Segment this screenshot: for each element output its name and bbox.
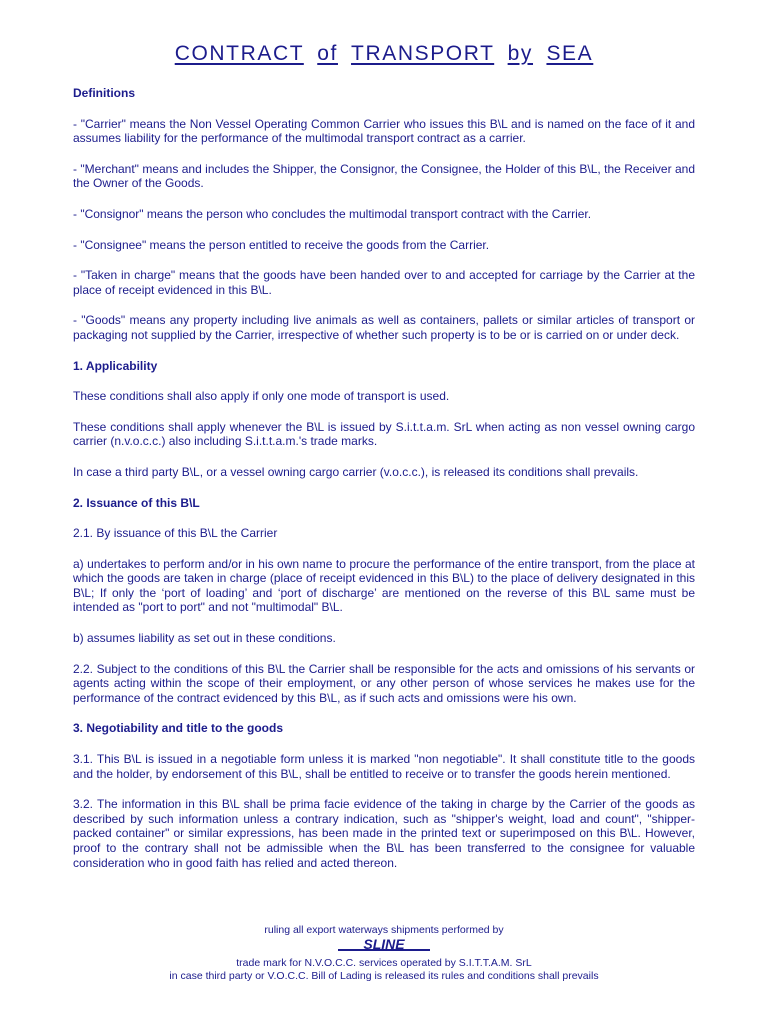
section-heading-definitions: Definitions (73, 86, 135, 100)
section-heading-issuance: 2. Issuance of this B\L (73, 495, 200, 510)
paragraph: - "Merchant" means and includes the Shipper, the Consignor, the Consignee, the Holder of this B\L, the Receiver and the Owner of the Goods. (73, 161, 695, 191)
document-body (73, 86, 695, 870)
paragraph: 3.1. This B\L is issued in a negotiable form unless it is marked "non negotiable". It shall constitute title to the goods and the holder, by endorsement of this B\L, shall be entitled to receive or to transfer the goods herein mentioned. (73, 752, 695, 781)
title-word: TRANSPORT (351, 42, 495, 65)
paragraph: - "Goods" means any property including live animals as well as containers, pallets or similar articles of transport or packaging not supplied by the Carrier, irrespective of whether such property is to be or is carried on or under deck. (73, 313, 695, 342)
paragraph: These conditions shall apply whenever the B\L is issued by S.i.t.t.a.m. SrL when acting as non vessel owning cargo carrier (n.v.o.c.c.) also including S.i.t.t.a.m.'s trade marks. (73, 419, 695, 449)
footer-line: ruling all export waterways shipments performed by (264, 924, 504, 936)
footer-line: in case third party or V.O.C.C. Bill of Lading is released its rules and conditions shall prevails (169, 970, 599, 982)
paragraph: 3.2. The information in this B\L shall be prima facie evidence of the taking in charge by the Carrier of the goods as described by such information unless a contrary indication, such as "shipper's weight, load and count", "shipper-packed container" or similar expressions, has been made in the printed text or superimposed on this B\L. However, proof to the contrary shall not be admissible when the B\L has been transferred to the consignee for valuable consideration who in good faith has relied and acted thereon. (73, 797, 695, 870)
paragraph: 2.1. By issuance of this B\L the Carrier (73, 526, 278, 541)
paragraph: In case a third party B\L, or a vessel owning cargo carrier (v.o.c.c.), is released its conditions shall prevails. (73, 464, 639, 479)
document-title (0, 42, 768, 66)
paragraph: b) assumes liability as set out in these conditions. (73, 631, 336, 646)
paragraph: - "Consignor" means the person who concludes the multimodal transport contract with the Carrier. (73, 206, 592, 221)
title-word: SEA (546, 42, 594, 65)
paragraph: These conditions shall also apply if only one mode of transport is used. (73, 389, 450, 404)
section-heading-applicability: 1. Applicability (73, 358, 158, 373)
title-word: of (317, 42, 338, 65)
sline-logo (338, 938, 430, 953)
sline-logo-text: SLINE (363, 938, 405, 952)
title-word: by (507, 42, 534, 65)
paragraph: - "Taken in charge" means that the goods have been handed over to and accepted for carriage by the Carrier at the place of receipt evidenced in this B\L. (73, 268, 695, 297)
section-heading-negotiability: 3. Negotiability and title to the goods (73, 721, 284, 736)
footer-line: trade mark for N.V.O.C.C. services operated by S.I.T.T.A.M. SrL (236, 957, 532, 969)
title-word: CONTRACT (174, 42, 304, 65)
document-footer (73, 924, 695, 983)
paragraph: - "Carrier" means the Non Vessel Operating Common Carrier who issues this B\L and is named on the face of it and assumes liability for the performance of the multimodal transport contract as a carrier. (73, 116, 695, 146)
paragraph: a) undertakes to perform and/or in his own name to procure the performance of the entire transport, from the place at which the goods are taken in charge (place of receipt evidenced in this B\L) to the place of delivery designated in this B\L; If only the ‘port of loading’ and ‘port of discharge’ are mentioned on the reverse of this B\L same must be intended as "port to port" and not "multimodal" B\L. (73, 556, 695, 615)
paragraph: 2.2. Subject to the conditions of this B\L the Carrier shall be responsible for the acts and omissions of his servants or agents acting within the scope of their employment, or any other person of whose services he makes use for the performance of the contract evidenced by this B\L, as if such acts and omissions were his own. (73, 661, 695, 705)
sline-logo-graphic (338, 938, 430, 953)
paragraph: - "Consignee" means the person entitled to receive the goods from the Carrier. (73, 237, 490, 252)
